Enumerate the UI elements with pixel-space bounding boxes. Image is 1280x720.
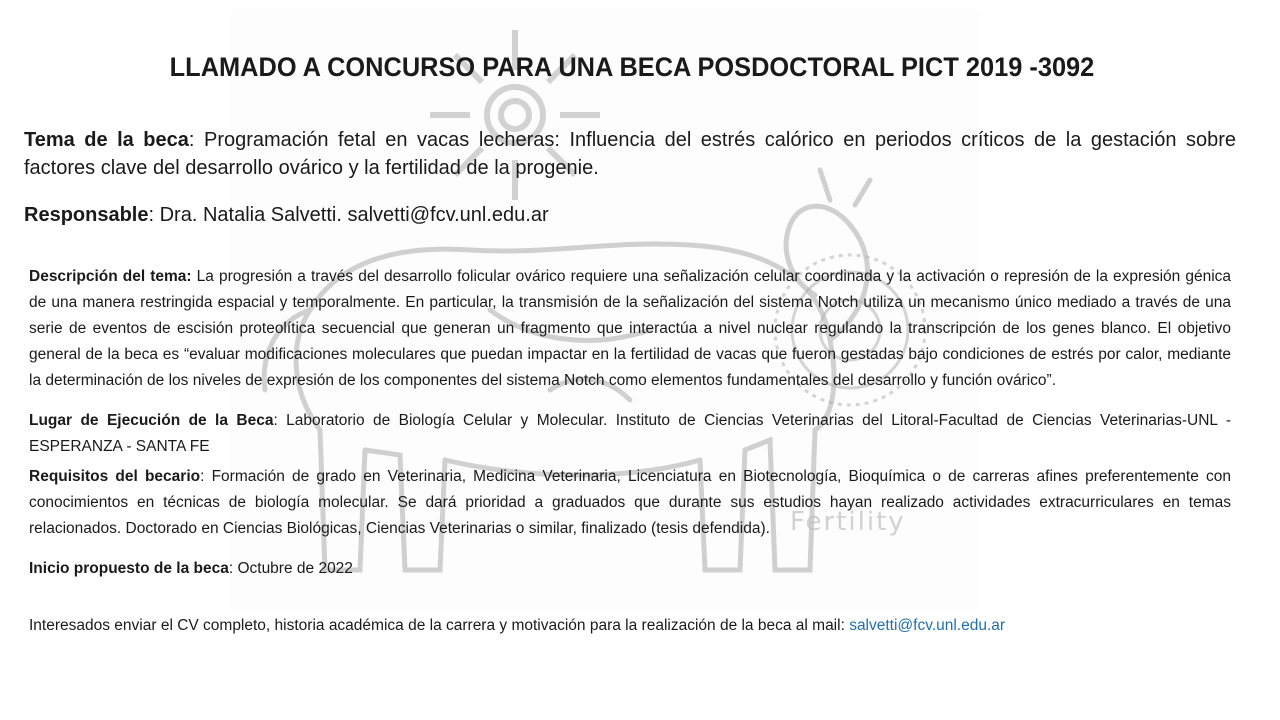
watermark-word: Fertility <box>790 507 906 537</box>
inicio-separator: : <box>228 560 238 577</box>
inicio-paragraph <box>29 556 1231 582</box>
tema-paragraph <box>24 126 1236 182</box>
tema-separator: : <box>188 129 204 151</box>
lugar-paragraph <box>29 408 1231 460</box>
lugar-label: Lugar de Ejecución de la Beca <box>29 412 274 429</box>
requisitos-label: Requisitos del becario <box>29 468 201 485</box>
responsable-email: salvetti@fcv.unl.edu.ar <box>347 204 549 226</box>
interesados-paragraph <box>29 613 1231 639</box>
interesados-text: Interesados enviar el CV completo, historia académica de la carrera y motivación para la realización de la beca al mail: <box>29 617 850 634</box>
descripcion-text: La progresión a través del desarrollo folicular ovárico requiere una señalización celular coordinada y la activación o represión de la expresión génica de una manera restringida espacial y temporalmente. En particular, la transmisión de la señalización del sistema Notch utiliza un mecanismo único mediado a través de una serie de eventos de escisión proteolítica secuencial que generan un fragmento que interactúa a nivel nuclear regulando la transcripción de los genes blanco. El objetivo general de la beca es “evaluar modificaciones moleculares que puedan impactar en la fertilidad de vacas que fueron gestadas bajo condiciones de estrés por calor, mediante la determinación de los niveles de expresión de los componentes del sistema Notch como elementos fundamentales del desarrollo y función ovárico”. <box>29 268 1232 389</box>
descripcion-label: Descripción del tema: <box>29 268 192 285</box>
inicio-label: Inicio propuesto de la beca <box>29 560 229 577</box>
requisitos-paragraph <box>29 464 1231 542</box>
lugar-text: Laboratorio de Biología Celular y Molecular. Instituto de Ciencias Veterinarias del Litoral-Facultad de Ciencias Veterinarias-UNL -ESPERANZA - SANTA FE <box>29 412 1231 455</box>
page-title: LLAMADO A CONCURSO PARA UNA BECA POSDOCTORAL PICT 2019 -3092 <box>169 52 1095 82</box>
lugar-separator: : <box>273 412 287 429</box>
requisitos-text: Formación de grado en Veterinaria, Medicina Veterinaria, Licenciatura en Biotecnología, Bioquímica o de carreras afines preferentemente con conocimientos en técnicas de biología molecular. Se dará prioridad a graduados que durante sus estudios hayan realizado actividades extracurriculares en temas relacionados. Doctorado en Ciencias Biológicas, Ciencias Veterinarias o similar, finalizado (tesis defendida). <box>29 468 1231 537</box>
descripcion-paragraph <box>29 264 1231 394</box>
contact-email-link[interactable]: salvetti@fcv.unl.edu.ar <box>849 617 1006 634</box>
tema-label: Tema de la beca <box>24 129 189 151</box>
responsable-label: Responsable <box>24 204 149 226</box>
requisitos-separator: : <box>200 468 212 485</box>
responsable-paragraph <box>24 201 1236 229</box>
responsable-name: Dra. Natalia Salvetti. <box>159 204 342 226</box>
responsable-separator: : <box>148 204 160 226</box>
tema-text: Programación fetal en vacas lecheras: Influencia del estrés calórico en periodos críticos de la gestación sobre factores clave del desarrollo ovárico y la fertilidad de la progenie. <box>24 129 1237 179</box>
inicio-text: Octubre de 2022 <box>237 560 353 577</box>
